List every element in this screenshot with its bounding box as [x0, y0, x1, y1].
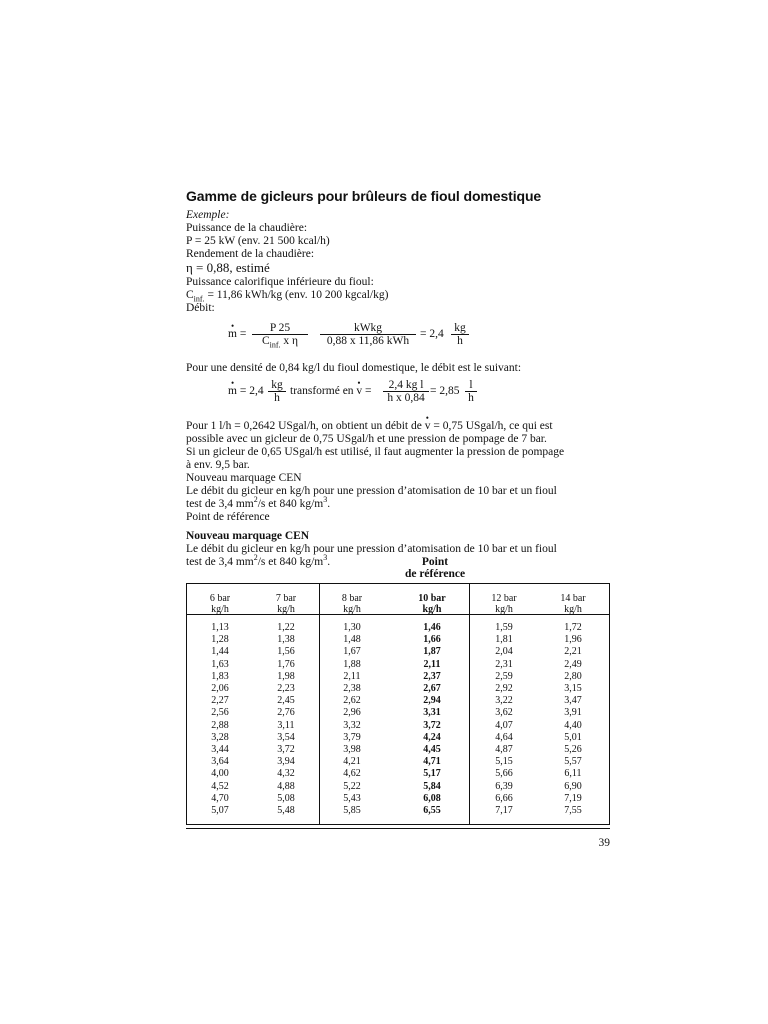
column-header: [399, 593, 465, 615]
table-cell: 2,11: [423, 658, 441, 670]
formula1-fraction: [252, 322, 308, 350]
column-values: [539, 622, 607, 817]
reference-line: Point: [421, 556, 449, 568]
table-column-6bar: [187, 584, 253, 824]
formula2-result: = 2,85: [430, 385, 460, 397]
fraction-denominator: [252, 335, 308, 350]
table-cell: 2,56: [211, 707, 229, 719]
unit-numerator: l: [465, 379, 477, 392]
table-cell: 4,62: [343, 768, 361, 780]
table-cell: 6,39: [495, 780, 513, 792]
pressure-label: 14 bar: [560, 593, 586, 604]
example-line: P = 25 kW (env. 21 500 kcal/h): [186, 235, 330, 247]
cinf-sub: inf.: [269, 340, 281, 350]
column-header: [469, 593, 539, 615]
table-cell: 5,48: [277, 805, 295, 817]
unit-denominator: h: [274, 392, 280, 404]
fraction-denominator-rest: x η: [280, 335, 299, 347]
pressure-label: 8 bar: [341, 593, 363, 604]
example-label: Exemple:: [186, 209, 230, 221]
table-cell: 5,26: [564, 744, 582, 756]
column-values: [253, 622, 319, 817]
v-dot-symbol: • v: [425, 420, 431, 433]
table-cell: 1,81: [495, 634, 513, 646]
table-cell: 5,15: [495, 756, 513, 768]
table-column-7bar: [253, 584, 319, 824]
column-header: [319, 593, 385, 615]
table-cell: 3,62: [495, 707, 513, 719]
paragraph-line: [186, 420, 616, 433]
example-line: Puissance de la chaudière:: [186, 222, 308, 234]
table-cell: 5,08: [277, 792, 295, 804]
table-cell: 1,38: [277, 634, 295, 646]
example-line: Puissance calorifique inférieure du fioul:: [186, 276, 374, 288]
cen-text: test de 3,4 mm: [186, 556, 254, 568]
nozzle-flow-table: [186, 583, 610, 825]
table-cell: 2,76: [277, 707, 295, 719]
cen-text: .: [327, 556, 331, 568]
column-values: [469, 622, 539, 817]
table-cell: 5,85: [343, 805, 361, 817]
formula2-transform: [290, 385, 372, 398]
m-dot-symbol: • m: [228, 328, 237, 341]
column-values: [319, 622, 385, 817]
table-cell: 1,30: [343, 622, 361, 633]
table-cell: 2,49: [564, 658, 582, 670]
table-cell: 2,27: [211, 695, 229, 707]
formula2-unit2: [465, 379, 477, 404]
table-cell: 7,55: [564, 805, 582, 817]
paragraph-line: possible avec un gicleur de 0,75 USgal/h et une pression de pompage de 7 bar.: [186, 433, 547, 445]
superscript: 2: [253, 553, 258, 563]
paragraph-line: Le débit du gicleur en kg/h pour une pression d’atomisation de 10 bar et un fioul: [186, 485, 557, 497]
table-cell: 1,46: [423, 622, 441, 633]
table-cell: 1,66: [423, 634, 441, 646]
table-cell: 3,72: [277, 744, 295, 756]
table-cell: 2,59: [495, 670, 513, 682]
table-cell: 1,96: [564, 634, 582, 646]
fraction-numerator: 2,4 kg l: [383, 379, 429, 392]
table-cell: 6,66: [495, 792, 513, 804]
unit-label: kg/h: [277, 604, 295, 615]
formula1-units-fraction: [320, 322, 416, 347]
table-cell: 1,56: [277, 646, 295, 658]
table-cell: 2,23: [277, 683, 295, 695]
table-cell: 6,11: [564, 768, 582, 780]
reference-line: de référence: [404, 568, 466, 580]
table-cell: 3,31: [423, 707, 441, 719]
table-cell: 4,70: [211, 792, 229, 804]
table-cell: 2,94: [423, 695, 441, 707]
formula2-lhs: [228, 385, 264, 398]
reference-column-left-rule: [319, 584, 320, 824]
table-cell: 3,28: [211, 731, 229, 743]
table-cell: 2,38: [343, 683, 361, 695]
table-cell: 5,01: [564, 731, 582, 743]
table-cell: 4,32: [277, 768, 295, 780]
table-cell: 4,45: [423, 744, 441, 756]
transform-text: transformé en: [290, 385, 354, 397]
reference-point-header: [400, 556, 470, 580]
table-cell: 3,11: [277, 719, 295, 731]
table-cell: 3,22: [495, 695, 513, 707]
table-cell: 4,24: [423, 731, 441, 743]
formula1-result: = 2,4: [420, 328, 444, 340]
density-text: Pour une densité de 0,84 kg/l du fioul domestique, le débit est le suivant:: [186, 362, 522, 374]
table-cell: 1,83: [211, 670, 229, 682]
paragraph-text: = 0,75 USgal/h, ce qui est: [430, 420, 553, 432]
table-cell: 6,55: [423, 805, 441, 817]
unit-label: kg/h: [343, 604, 361, 615]
table-cell: 5,22: [343, 780, 361, 792]
explanation-paragraph: [186, 420, 616, 524]
table-cell: 1,28: [211, 634, 229, 646]
table-cell: 4,87: [495, 744, 513, 756]
debit-label: Débit:: [186, 302, 215, 314]
unit-denominator: h: [457, 335, 463, 347]
table-cell: 1,59: [495, 622, 513, 633]
table-cell: 2,80: [564, 670, 582, 682]
table-cell: 2,31: [495, 658, 513, 670]
superscript: 2: [253, 495, 258, 505]
superscript: 3: [323, 495, 328, 505]
table-cell: 5,07: [211, 805, 229, 817]
column-values: [187, 622, 253, 817]
table-cell: 1,48: [343, 634, 361, 646]
formula2-fraction: [383, 379, 429, 404]
table-cell: 3,47: [564, 695, 582, 707]
table-cell: 4,00: [211, 768, 229, 780]
table-column-8bar: [319, 584, 385, 824]
table-cell: 3,44: [211, 744, 229, 756]
formula1-equals: =: [236, 328, 247, 340]
formula2-equals: = 2,4: [236, 385, 264, 397]
table-cell: 1,67: [343, 646, 361, 658]
pressure-label: 12 bar: [491, 593, 517, 604]
unit-denominator: h: [468, 392, 474, 404]
table-cell: 3,15: [564, 683, 582, 695]
cinf-sub: inf.: [193, 294, 205, 304]
pressure-label: 10 bar: [418, 593, 446, 604]
cinf-symbol: C: [261, 335, 270, 347]
cen-text: /s et 840 kg/m: [257, 556, 324, 568]
column-header: [187, 593, 253, 615]
paragraph-line: à env. 9,5 bar.: [186, 459, 250, 471]
table-cell: 2,04: [495, 646, 513, 658]
table-cell: 1,63: [211, 658, 229, 670]
table-cell: 1,87: [423, 646, 441, 658]
table-cell: 4,71: [423, 756, 441, 768]
paragraph-line: Nouveau marquage CEN: [186, 472, 302, 484]
cinf-value: = 11,86 kWh/kg (env. 10 200 kgcal/kg): [204, 289, 389, 301]
table-cell: 1,98: [277, 670, 295, 682]
table-column-10bar-reference: [399, 584, 465, 824]
table-cell: 3,72: [423, 719, 441, 731]
table-cell: 1,22: [277, 622, 295, 633]
table-cell: 3,98: [343, 744, 361, 756]
table-cell: 5,43: [343, 792, 361, 804]
column-header: [253, 593, 319, 615]
cen-line: Le débit du gicleur en kg/h pour une pression d’atomisation de 10 bar et un fioul: [186, 543, 557, 555]
table-cell: 1,13: [211, 622, 229, 633]
v-dot-symbol: • v: [356, 385, 362, 398]
table-cell: 2,11: [343, 670, 361, 682]
table-cell: 1,72: [564, 622, 582, 633]
table-cell: 3,32: [343, 719, 361, 731]
table-cell: 7,19: [564, 792, 582, 804]
fraction-numerator: kWkg: [320, 322, 416, 335]
cinf-symbol: C: [186, 289, 194, 301]
formula2-equals: =: [362, 385, 372, 397]
paragraph-text: test de 3,4 mm: [186, 498, 254, 510]
page-title: Gamme de gicleurs pour brûleurs de fioul domestique: [186, 188, 542, 204]
paragraph-text: /s et 840 kg/m: [257, 498, 324, 510]
paragraph-line: Si un gicleur de 0,65 USgal/h est utilisé, il faut augmenter la pression de pompage: [186, 446, 565, 458]
table-cell: 2,92: [495, 683, 513, 695]
superscript: 3: [323, 553, 328, 563]
table-cell: 1,88: [343, 658, 361, 670]
unit-numerator: kg: [268, 379, 286, 392]
formula2-unit: [268, 379, 286, 404]
table-cell: 4,40: [564, 719, 582, 731]
pressure-label: 6 bar: [209, 593, 231, 604]
table-cell: 1,76: [277, 658, 295, 670]
table-cell: 2,21: [564, 646, 582, 658]
table-cell: 3,91: [564, 707, 582, 719]
example-line: η = 0,88, estimé: [186, 260, 270, 275]
paragraph-line: Point de référence: [186, 511, 270, 523]
fraction-denominator: h x 0,84: [387, 392, 425, 404]
table-cell: 6,90: [564, 780, 582, 792]
unit-label: kg/h: [211, 604, 229, 615]
table-cell: 2,62: [343, 695, 361, 707]
paragraph-text: Pour 1 l/h = 0,2642 USgal/h, on obtient un débit de: [186, 420, 425, 432]
unit-label: kg/h: [564, 604, 582, 615]
table-cell: 4,52: [211, 780, 229, 792]
column-header: [539, 593, 607, 615]
formula1-unit: [451, 322, 469, 347]
table-cell: 3,64: [211, 756, 229, 768]
example-line: Rendement de la chaudière:: [186, 248, 315, 260]
table-cell: 5,84: [423, 780, 441, 792]
table-cell: 4,07: [495, 719, 513, 731]
table-cell: 2,06: [211, 683, 229, 695]
table-cell: 3,94: [277, 756, 295, 768]
table-cell: 7,17: [495, 805, 513, 817]
table-column-14bar: [539, 584, 607, 824]
unit-numerator: kg: [451, 322, 469, 335]
fraction-denominator: 0,88 x 11,86 kWh: [326, 335, 410, 347]
table-cell: 2,88: [211, 719, 229, 731]
m-dot-symbol: • m: [228, 385, 237, 398]
table-cell: 2,67: [423, 683, 441, 695]
unit-label: kg/h: [422, 604, 442, 615]
table-cell: 5,66: [495, 768, 513, 780]
table-cell: 3,79: [343, 731, 361, 743]
unit-label: kg/h: [495, 604, 513, 615]
fraction-numerator: P 25: [252, 322, 308, 335]
table-cell: 2,45: [277, 695, 295, 707]
table-cell: 4,64: [495, 731, 513, 743]
table-cell: 5,17: [423, 768, 441, 780]
table-cell: 2,37: [423, 670, 441, 682]
table-cell: 4,88: [277, 780, 295, 792]
paragraph-line: [186, 495, 616, 511]
table-cell: 5,57: [564, 756, 582, 768]
paragraph-text: .: [327, 498, 331, 510]
cinf-line: [186, 289, 616, 302]
table-column-12bar: [469, 584, 539, 824]
table-cell: 2,96: [343, 707, 361, 719]
cen-heading: Nouveau marquage CEN: [186, 530, 310, 542]
table-cell: 3,54: [277, 731, 295, 743]
column-values: [399, 622, 465, 817]
formula1-lhs: [228, 328, 246, 341]
example-block: [186, 209, 616, 315]
table-cell: 6,08: [423, 792, 441, 804]
table-cell: 1,44: [211, 646, 229, 658]
table-cell: 4,21: [343, 756, 361, 768]
pressure-label: 7 bar: [275, 593, 297, 604]
footer-rule: [186, 828, 610, 829]
page-number: 39: [598, 837, 610, 849]
